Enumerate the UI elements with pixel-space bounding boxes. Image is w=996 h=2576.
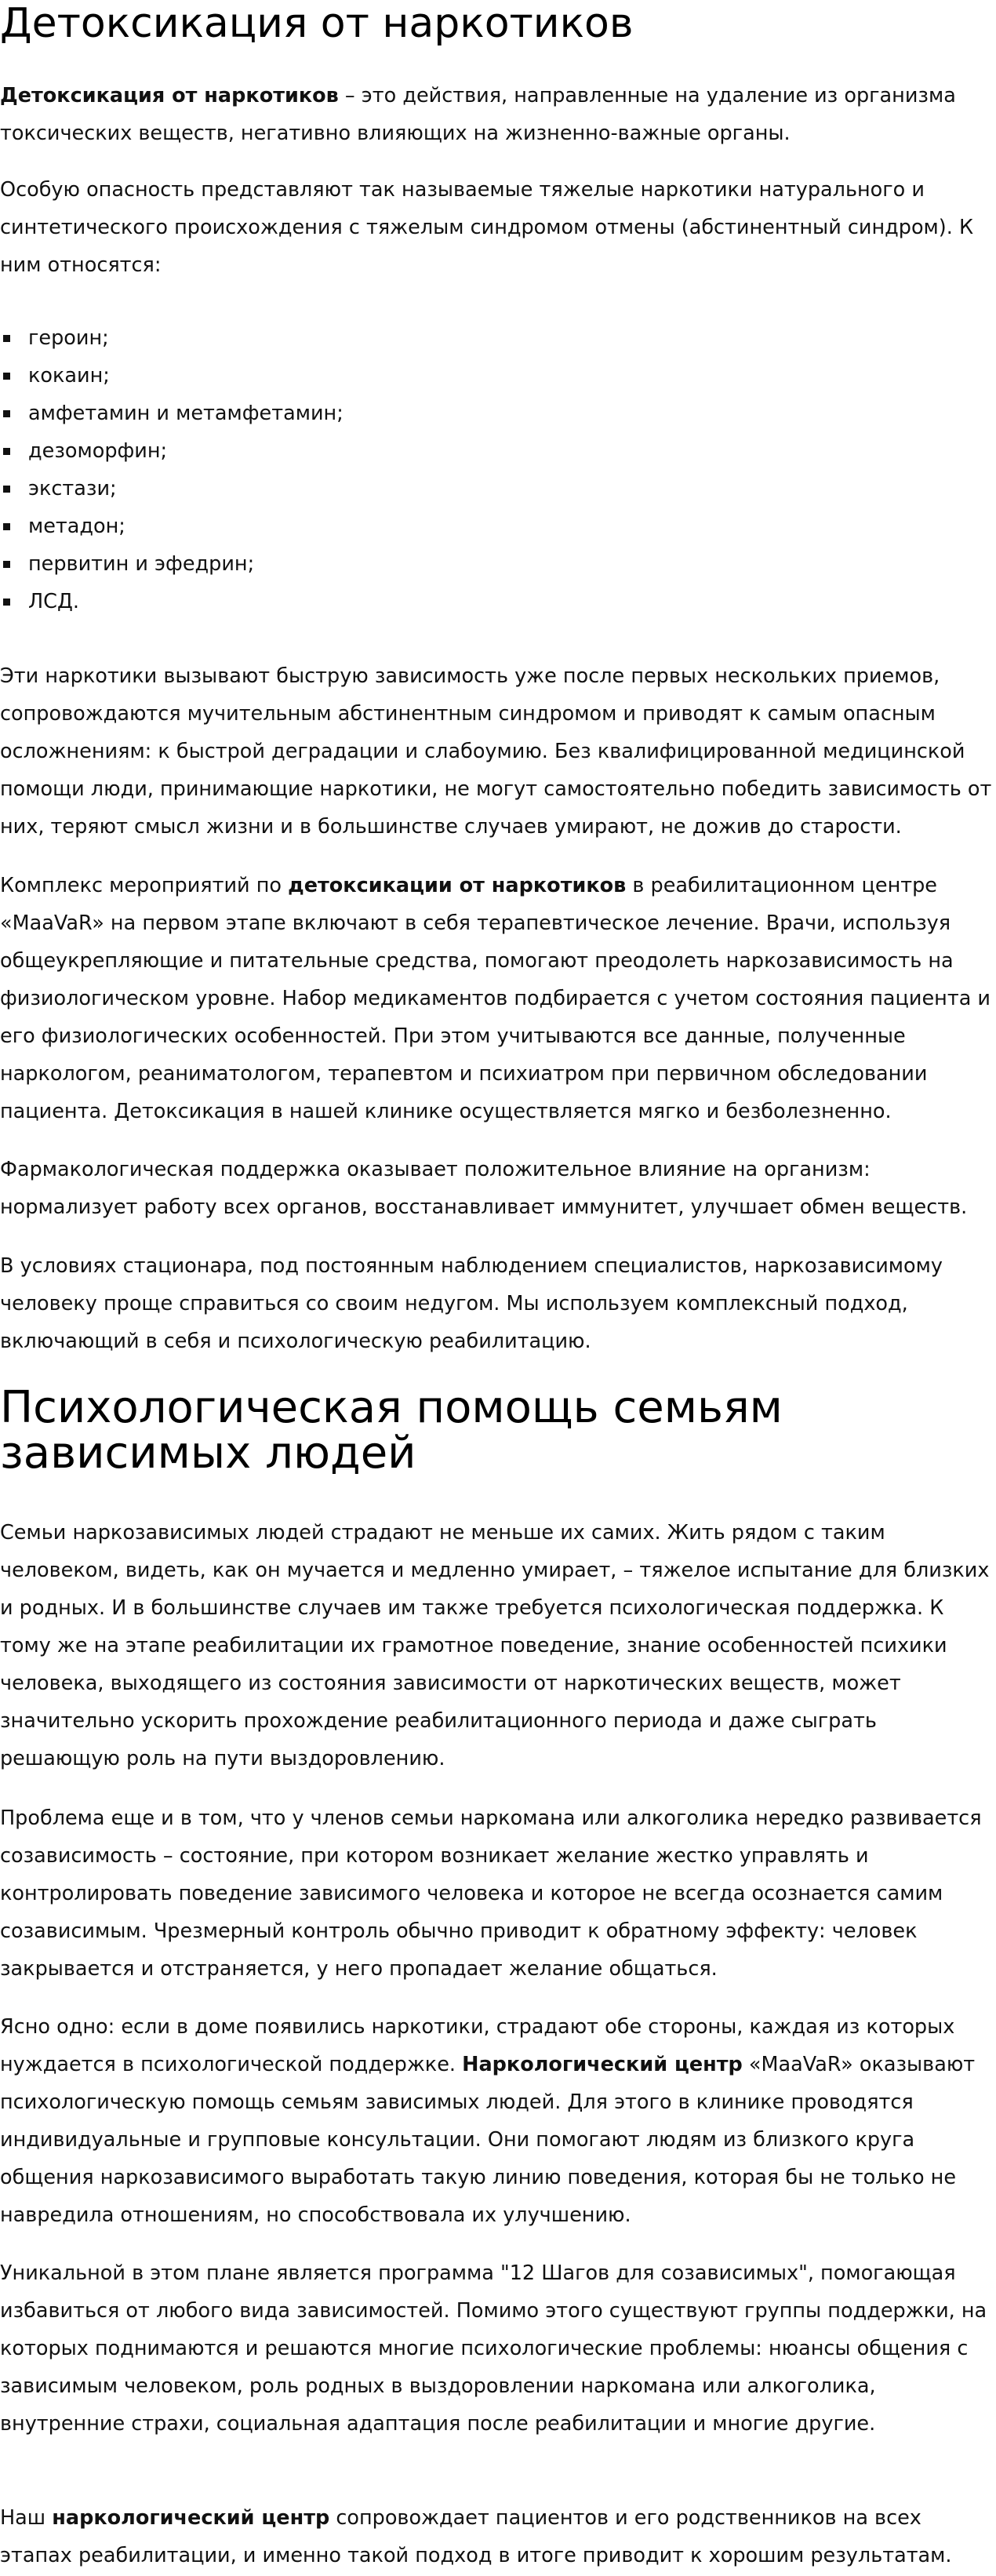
support-text-start: Ясно одно: если в доме появились наркотики, страдают обе стороны, каждая из которых нуждается в психологической поддержке. <box>0 2015 955 2076</box>
bullet-icon <box>3 448 10 455</box>
drug-list-item <box>0 508 996 545</box>
drug-name: метадон; <box>28 515 125 538</box>
drug-name: кокаин; <box>28 364 110 387</box>
complex-text-end: в реабилитационном центре «MaaVaR» на первом этапе включают в себя терапевтическое лечение. Врачи, используя общеукрепляющие и питательные средства, помогают преодолеть наркозависимость на физиологическом уровне. Набор медикаментов подбирается с учетом состояния пациента и его физиологических особенностей. При этом учитываются все данные, полученные наркологом, реаниматологом, терапевтом и психиатром при первичном обследовании пациента. Детоксикация в нашей клинике осуществляется мягко и безболезненно. <box>0 874 991 1123</box>
drug-name: экстази; <box>28 477 117 500</box>
drug-name: первитин и эфедрин; <box>28 552 255 576</box>
drug-name: героин; <box>28 326 109 350</box>
page-title: Детоксикация от наркотиков <box>0 0 634 47</box>
bullet-icon <box>3 599 10 606</box>
final-paragraph <box>0 2499 996 2574</box>
support-paragraph <box>0 2008 996 2234</box>
drug-list-item <box>0 432 996 470</box>
codependency-paragraph: Проблема еще и в том, что у членов семьи наркомана или алкоголика нередко развивается созависимость – состояние, при котором возникает желание жестко управлять и контролировать поведение зависимого человека и которое не всегда осознается самим созависимым. Чрезмерный контроль обычно приводит к обратному эффекту: человек закрывается и отстраняется, у него пропадает желание общаться. <box>0 1806 982 1981</box>
bullet-icon <box>3 523 10 530</box>
drug-list-item <box>0 470 996 508</box>
pharma-paragraph: Фармакологическая поддержка оказывает положительное влияние на организм: нормализует работу всех органов, восстанавливает иммунитет, улучшает обмен веществ. <box>0 1158 968 1219</box>
final-text-start: Наш <box>0 2506 53 2530</box>
final-text-end: сопровождает пациентов и его родственников на всех этапах реабилитации, и именно такой подход в итоге приводит к хорошим результатам. <box>0 2506 952 2567</box>
drug-list <box>0 319 996 620</box>
drug-name: ЛСД. <box>28 590 80 613</box>
families-paragraph: Семьи наркозависимых людей страдают не меньше их самих. Жить рядом с таким человеком, видеть, как он мучается и медленно умирает, – тяжелое испытание для близких и родных. И в большинстве случаев им также требуется психологическая поддержка. К тому же на этапе реабилитации их грамотное поведение, знание особенностей психики человека, выходящего из состояния зависимости от наркотических веществ, может значительно ускорить прохождение реабилитационного периода и даже сыграть решающую роль на пути выздоровлению. <box>0 1521 990 1770</box>
drug-list-item <box>0 395 996 432</box>
drug-name: дезоморфин; <box>28 439 168 463</box>
intro-text: – это действия, направленные на удаление из организма токсических веществ, негативно влияющих на жизненно-важные органы. <box>0 84 956 145</box>
bullet-icon <box>3 561 10 568</box>
bullet-icon <box>3 373 10 380</box>
intro-paragraph <box>0 77 996 152</box>
drug-list-item <box>0 319 996 357</box>
program-paragraph: Уникальной в этом плане является программа "12 Шагов для созависимых", помогающая избавиться от любого вида зависимостей. Помимо этого существуют группы поддержки, на которых поднимаются и решаются многие психологические проблемы: нюансы общения с зависимым человеком, роль родных в выздоровлении наркомана или алкоголика, внутренние страхи, социальная адаптация после реабилитации и многие другие. <box>0 2261 987 2436</box>
support-bold-term: Наркологический центр <box>462 2053 743 2076</box>
drug-list-item <box>0 545 996 583</box>
addiction-paragraph: Эти наркотики вызывают быструю зависимость уже после первых нескольких приемов, сопровождаются мучительным абстинентным синдромом и приводят к самым опасным осложнениям: к быстрой деградации и слабоумию. Без квалифицированной медицинской помощи люди, принимающие наркотики, не могут самостоятельно победить зависимость от них, теряют смысл жизни и в большинстве случаев умирают, не дожив до старости. <box>0 664 992 839</box>
bullet-icon <box>3 410 10 417</box>
complex-bold-term: детоксикации от наркотиков <box>288 874 627 897</box>
final-bold-term: наркологический центр <box>52 2506 330 2530</box>
complex-paragraph <box>0 867 996 1130</box>
stationary-paragraph: В условиях стационара, под постоянным наблюдением специалистов, наркозависимому человеку проще справиться со своим недугом. Мы используем комплексный подход, включающий в себя и психологическую реабилитацию. <box>0 1254 943 1353</box>
drug-name: амфетамин и метамфетамин; <box>28 402 344 425</box>
support-text-end: «MaaVaR» оказывают психологическую помощь семьям зависимых людей. Для этого в клинике проводятся индивидуальные и групповые консультации. Они помогают людям из близкого круга общения наркозависимого выработать такую линию поведения, которая бы не только не навредила отношениям, но способствовала их улучшению. <box>0 2053 976 2227</box>
drug-list-item <box>0 357 996 395</box>
intro-bold-term: Детоксикация от наркотиков <box>0 84 339 107</box>
complex-text-start: Комплекс мероприятий по <box>0 874 289 897</box>
drug-list-item <box>0 583 996 620</box>
list-intro-paragraph: Особую опасность представляют так называемые тяжелые наркотики натурального и синтетического происхождения с тяжелым синдромом отмены (абстинентный синдром). К ним относятся: <box>0 178 974 277</box>
bullet-icon <box>3 335 10 342</box>
section-title: Психологическая помощь семьям зависимых людей <box>0 1382 783 1479</box>
bullet-icon <box>3 486 10 493</box>
